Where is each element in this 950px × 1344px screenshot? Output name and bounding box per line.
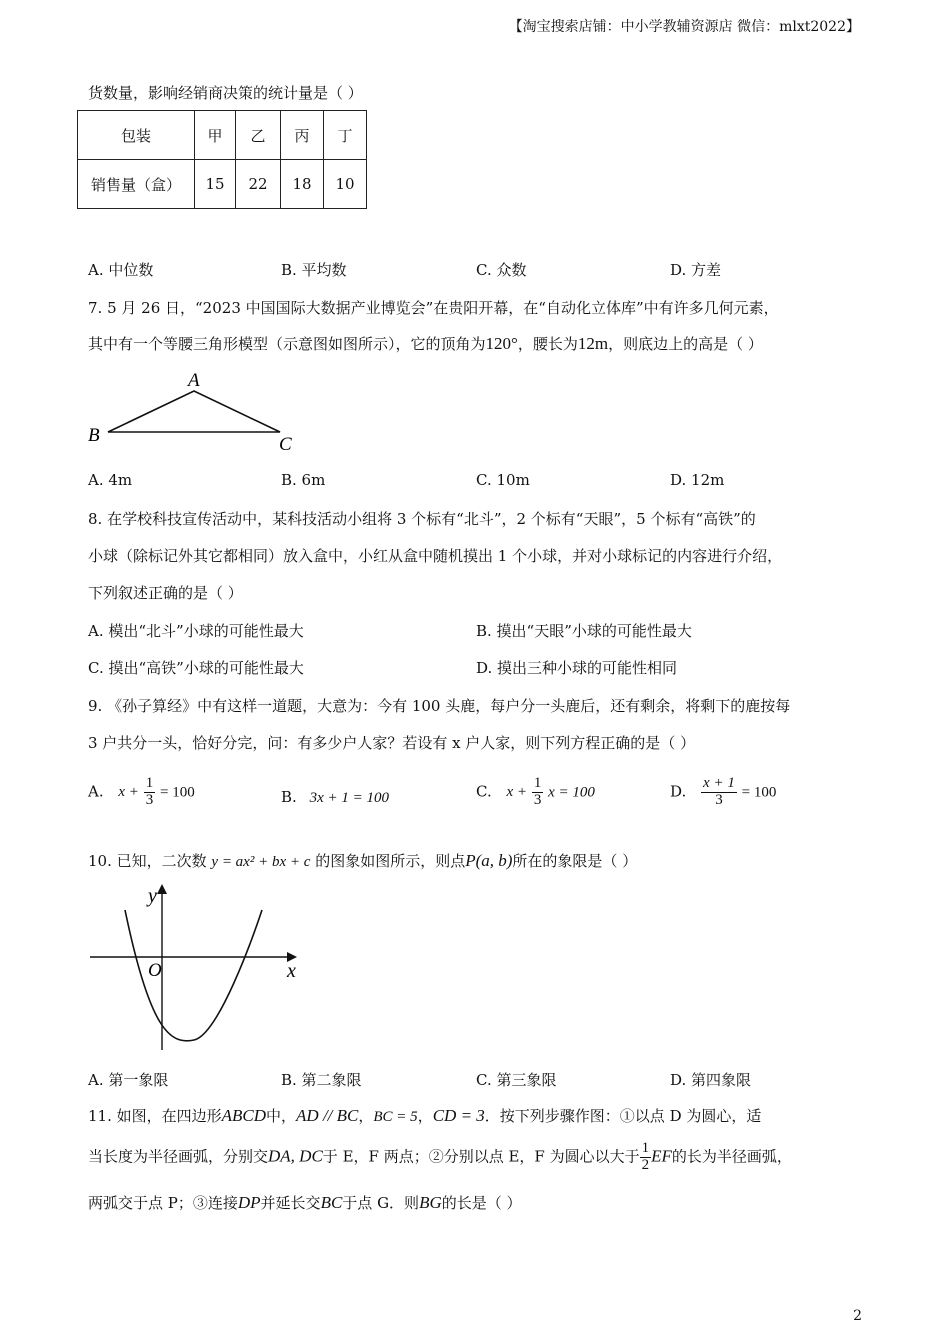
q11-line-2 [88,1141,792,1174]
q11-text: 于点 G．则 [342,1194,420,1212]
frac-num: 1 [145,775,154,791]
table-cell: 包装 [78,111,195,160]
q11-line-3 [88,1192,522,1213]
q11-text: 11. 如图，在四边形 [88,1107,222,1125]
q6-option-d: D. 方差 [670,261,722,279]
option-letter: A. [88,782,104,801]
q11-bg: BG [419,1193,442,1212]
q8-option-c: C. 摸出“高铁”小球的可能性最大 [88,659,304,677]
table-cell: 22 [236,160,281,209]
q7-option-a: A. 4m [88,471,133,489]
parabola-curve [125,910,262,1041]
optA-post: = 100 [159,784,195,801]
q11-bc2: BC [320,1193,343,1212]
vertex-c-label: C [279,434,292,455]
optA-pre: x + [118,784,139,801]
table-cell: 乙 [236,111,281,160]
q8-option-d: D. 摸出三种小球的可能性相同 [476,659,678,677]
q7-text: 其中有一个等腰三角形模型（示意图如图所示），它的顶角为 [88,335,486,353]
q6-option-a: A. 中位数 [88,261,154,279]
q7-text: ，则底边上的高是（ ） [608,335,763,353]
q11-ef: EF [651,1146,672,1166]
q7-option-b: B. 6m [281,471,326,489]
q7-angle: 120° [485,334,518,353]
q11-text: 中， [266,1107,297,1125]
sales-table [77,110,367,209]
q8-option-b: B. 摸出“天眼”小球的可能性最大 [476,622,692,640]
optD-frac [701,776,737,809]
page-header: 【淘宝搜索店铺：中小学教辅资源店 微信：mlxt2022】 [508,19,860,35]
optC-post: x = 100 [548,784,595,801]
q11-text: 于 E，F 两点；②分别以点 E，F 为圆心以大于 [322,1147,640,1166]
triangle-figure [80,366,310,456]
frac-den: 3 [533,791,542,808]
q8-line-3: 下列叙述正确的是（ ） [88,584,243,602]
q11-dp: DP [237,1193,261,1212]
vertex-a-label: A [188,370,200,391]
option-letter: D. [670,782,687,801]
frac-den: 3 [715,791,723,808]
option-letter: C. [476,782,492,801]
optB-eq: 3x + 1 = 100 [309,790,389,806]
frac-den: 2 [641,1156,650,1173]
vertex-b-label: B [88,425,100,446]
q10-text: 的图象如图所示，则点 [315,852,466,870]
q10-point: P(a, b) [465,851,513,870]
table-cell: 丙 [281,111,324,160]
q11-text: 当长度为半径画弧，分别交 [88,1147,269,1166]
table-cell: 18 [281,160,324,209]
optA-frac [144,776,156,809]
q6-tail: 货数量，影响经销商决策的统计量是（ ） [88,84,363,102]
q9-option-a [88,776,195,809]
table-cell: 丁 [324,111,367,160]
table-cell: 10 [324,160,367,209]
x-axis-label: x [287,960,296,982]
q11-dadc: DA, DC [268,1146,323,1166]
q11-bc: BC = 5 [373,1109,418,1125]
q10-text: 所在的象限是（ ） [512,852,638,870]
q11-text: 的长是（ ） [441,1194,522,1212]
table-cell: 销售量（盒） [78,160,195,209]
q11-text: ．按下列步骤作图：①以点 D 为圆心，适 [484,1107,762,1125]
frac-den: 3 [145,791,154,808]
frac-num: 1 [641,1140,650,1156]
q8-line-1: 8. 在学校科技宣传活动中，某科技活动小组将 3 个标有“北斗”，2 个标有“天眼”，5 个标有“高铁”的 [88,510,756,528]
triangle-shape [108,391,280,432]
q9-line-1: 9. 《孙子算经》中有这样一道题，大意为：今有 100 头鹿，每户分一头鹿后，还有剩余，将剩下的鹿按每 [88,697,791,715]
q7-option-c: C. 10m [476,471,530,489]
q10-line [88,850,637,871]
q11-parallel: AD // BC [296,1106,359,1125]
table-row [78,111,367,160]
q7-text: ，腰长为 [517,335,578,353]
q11-half [640,1141,652,1174]
q8-line-2: 小球（除标记外其它都相同）放入盒中，小红从盒中随机摸出 1 个小球，并对小球标记的内容进行介绍， [88,547,783,565]
q6-option-c: C. 众数 [476,261,527,279]
q7-length: 12m [577,334,609,353]
q7-line-1: 7. 5 月 26 日，“2023 中国国际大数据产业博览会”在贵阳开幕，在“自动化立体库”中有许多几何元素， [88,299,779,317]
option-letter: B. [281,788,297,806]
origin-label: O [148,960,162,981]
frac-num: x + 1 [703,775,735,791]
q10-option-a: A. 第一象限 [88,1071,169,1089]
q9-option-c [476,776,595,809]
optD-post: = 100 [741,784,777,801]
q9-option-d [670,776,776,809]
table-cell: 甲 [195,111,236,160]
q9-line-2: 3 户共分一头，恰好分完，问：有多少户人家？若设有 x 户人家，则下列方程正确的是（ ） [88,734,696,752]
y-axis-label: y [148,885,157,907]
q6-option-b: B. 平均数 [281,261,347,279]
q11-quad: ABCD [221,1106,267,1125]
q11-line-1: 11. 如图，在四边形ABCD中，AD // BC，BC = 5，CD = 3．按下列步骤作图：①以点 D 为圆心，适 [88,1106,762,1125]
frac-num: 1 [533,775,542,791]
q10-text: 10. 已知，二次数 [88,852,207,870]
table-row [78,160,367,209]
parabola-figure [82,880,312,1060]
q8-option-a: A. 模出“北斗”小球的可能性最大 [88,622,304,640]
q10-option-b: B. 第二象限 [281,1071,362,1089]
page-number: 2 [853,1308,862,1324]
q10-option-d: D. 第四象限 [670,1071,752,1089]
q11-text: 两弧交于点 P；③连接 [88,1194,238,1212]
optC-pre: x + [506,784,528,801]
q10-equation: y = ax² + bx + c [211,854,311,870]
q7-line-2 [88,333,763,354]
q11-text: 的长为半径画弧， [671,1147,792,1166]
y-axis-arrow [157,884,167,894]
table-cell: 15 [195,160,236,209]
q10-option-c: C. 第三象限 [476,1071,557,1089]
q9-option-b [281,788,389,807]
q7-option-d: D. 12m [670,471,725,489]
optC-frac [532,776,544,809]
q11-text: 并延长交 [260,1194,321,1212]
q11-cd: CD = 3 [432,1106,485,1125]
